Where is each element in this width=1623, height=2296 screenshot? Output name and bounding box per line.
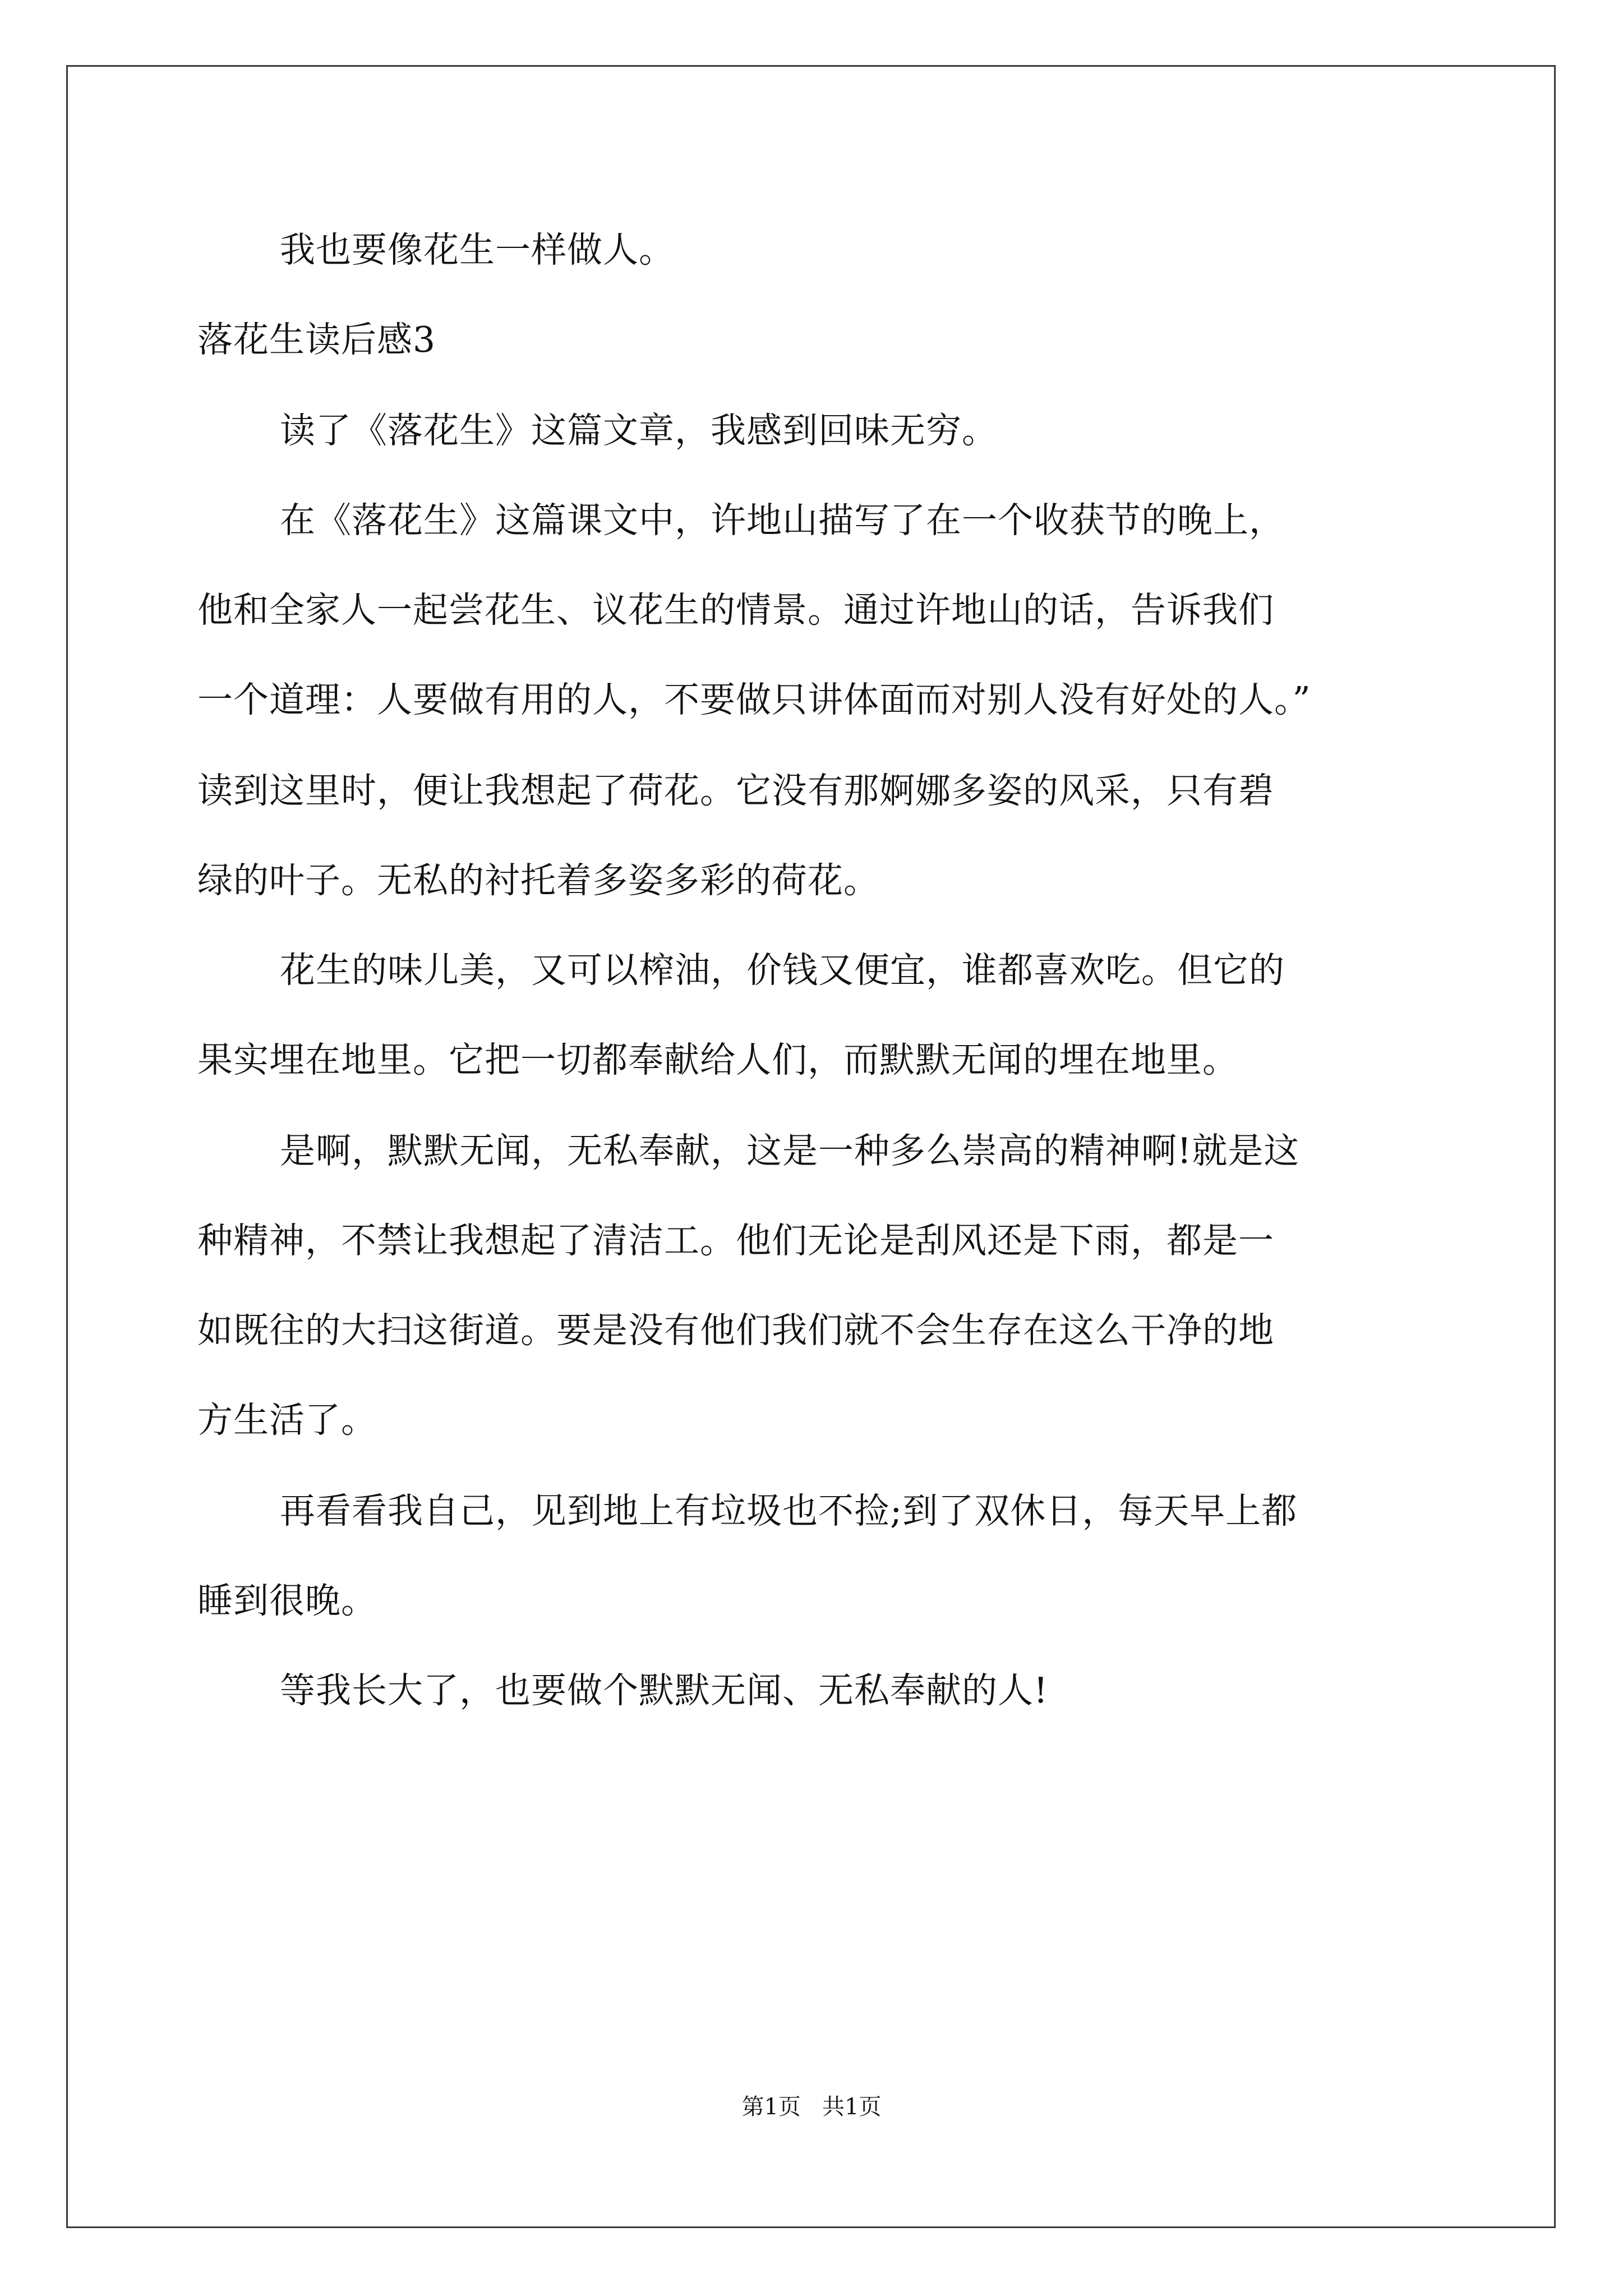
paragraph-line: 读了《落花生》这篇文章，我感到回味无穷。 [280, 410, 998, 451]
paragraph-line: 一个道理：人要做有用的人，不要做只讲体面而对别人没有好处的人。” [197, 679, 1311, 720]
paragraph-line: 如既往的大扫这街道。要是没有他们我们就不会生存在这么干净的地 [197, 1310, 1274, 1351]
paragraph-line: 种精神，不禁让我想起了清洁工。他们无论是刮风还是下雨，都是一 [197, 1220, 1274, 1261]
page-footer: 第1页 共1页 [741, 2094, 882, 2120]
section-title: 落花生读后感3 [197, 319, 436, 360]
paragraph-line: 读到这里时，便让我想起了荷花。它没有那婀娜多姿的风采，只有碧 [197, 770, 1274, 811]
paragraph-line: 在《落花生》这篇课文中，许地山描写了在一个收获节的晚上， [280, 500, 1285, 541]
paragraph-line: 果实埋在地里。它把一切都奉献给人们，而默默无闻的埋在地里。 [197, 1039, 1238, 1080]
paragraph-line: 绿的叶子。无私的衬托着多姿多彩的荷花。 [197, 860, 879, 901]
paragraph-line: 他和全家人一起尝花生、议花生的情景。通过许地山的话，告诉我们 [197, 590, 1274, 631]
paragraph-line: 我也要像花生一样做人。 [280, 229, 675, 270]
paragraph-line: 再看看我自己，见到地上有垃圾也不捡;到了双休日，每天早上都 [280, 1490, 1298, 1531]
paragraph-line: 花生的味儿美，又可以榨油，价钱又便宜，谁都喜欢吃。但它的 [280, 950, 1285, 991]
paragraph-line: 等我长大了，也要做个默默无闻、无私奉献的人! [280, 1670, 1049, 1711]
paragraph-line: 是啊，默默无闻，无私奉献，这是一种多么崇高的精神啊!就是这 [280, 1130, 1300, 1171]
paragraph-line: 睡到很晚。 [197, 1580, 377, 1621]
paragraph-line: 方生活了。 [197, 1400, 377, 1441]
